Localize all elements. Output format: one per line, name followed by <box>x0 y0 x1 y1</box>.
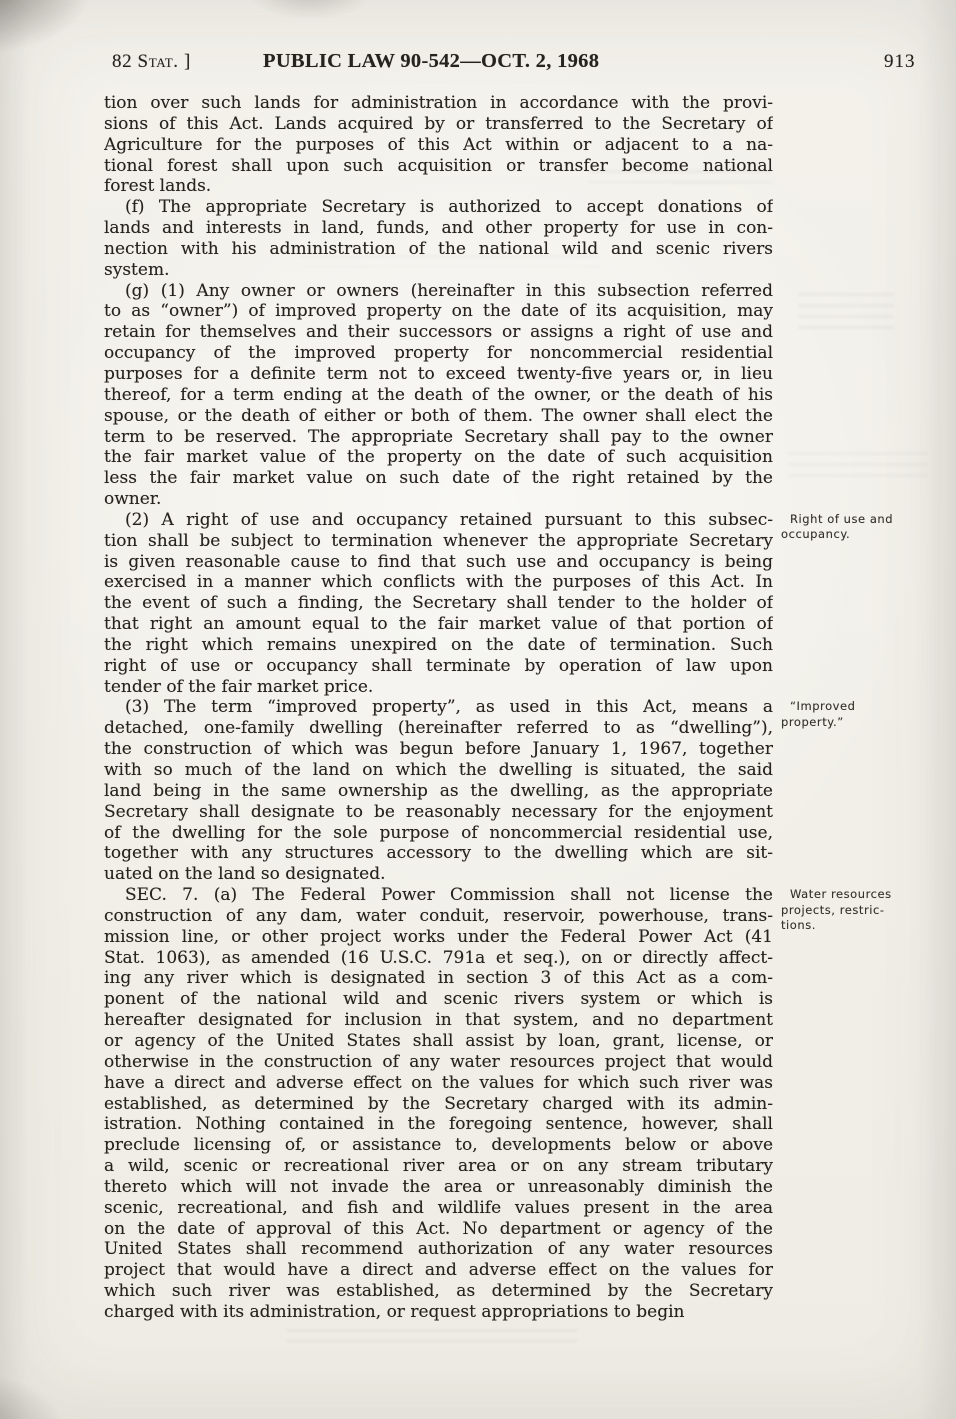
text-line: tional forest shall upon such acquisition or transfer become national <box>104 155 773 176</box>
text-line: have a direct and adverse effect on the values for which such river was <box>104 1072 773 1093</box>
text-line: a wild, scenic or recreational river area or on any stream tributary <box>104 1156 773 1177</box>
text-line: (2) A right of use and occupancy retained pursuant to this subsec- <box>125 509 773 530</box>
text-line: the event of such a finding, the Secretary shall tender to the holder of <box>104 593 773 614</box>
bleed-through-artifact <box>798 293 894 331</box>
text-line: thereof, for a term ending at the death of the owner, or the death of his <box>104 384 773 405</box>
text-line: spouse, or the death of either or both of them. The owner shall elect the <box>104 405 773 426</box>
text-line: land being in the same ownership as the dwelling, as the appropriate <box>104 780 773 801</box>
text-line: the construction of which was begun before January 1, 1967, together <box>104 739 773 760</box>
margin-note-line: “Improved <box>790 699 856 714</box>
page-header <box>0 51 956 79</box>
text-line: istration. Nothing contained in the foregoing sentence, however, shall <box>104 1114 773 1135</box>
text-line: forest lands. <box>104 176 212 197</box>
text-line: that right an amount equal to the fair market value of that portion of <box>104 614 773 635</box>
text-line: nection with his administration of the national wild and scenic rivers <box>104 238 773 259</box>
text-line: scenic, recreational, and fish and wildlife values present in the area <box>104 1197 773 1218</box>
text-line: tion shall be subject to termination whenever the appropriate Secretary <box>104 530 773 551</box>
text-line: or agency of the United States shall assist by loan, grant, license, or <box>104 1030 773 1051</box>
text-line: retain for themselves and their successors or assigns a right of use and <box>104 322 773 343</box>
text-line: (g) (1) Any owner or owners (hereinafter in this subsection referred <box>125 280 773 301</box>
text-line: (3) The term “improved property”, as used in this Act, means a <box>125 697 773 718</box>
margin-note-line: Water resources <box>790 887 892 902</box>
text-line: Agriculture for the purposes of this Act within or adjacent to a na- <box>104 134 773 155</box>
text-line: thereto which will not invade the area or unreasonably diminish the <box>104 1176 773 1197</box>
text-line: Stat. 1063), as amended (16 U.S.C. 791a et seq.), on or directly affect- <box>104 947 773 968</box>
text-line: with so much of the land on which the dwelling is situated, the said <box>104 760 773 780</box>
text-line: right of use or occupancy shall terminate by operation of law upon <box>104 655 773 676</box>
text-line: the fair market value of the property on the date of such acquisition <box>104 447 773 468</box>
bleed-through-artifact <box>286 1329 578 1342</box>
text-line: is given reasonable cause to find that such use and occupancy is being <box>104 551 773 572</box>
text-line: which such river was established, as determined by the Secretary <box>104 1281 773 1302</box>
text-line: ing any river which is designated in section 3 of this Act as a com- <box>104 968 773 989</box>
text-line: uated on the land so designated. <box>104 864 386 885</box>
text-line: construction of any dam, water conduit, reservoir, powerhouse, trans- <box>104 905 773 926</box>
page-number: 913 <box>884 51 916 72</box>
text-line: occupancy of the improved property for noncommercial residential <box>104 343 773 364</box>
paragraph <box>104 197 773 280</box>
text-line: charged with its administration, or request appropriations to begin <box>104 1301 685 1322</box>
bleed-through-artifact <box>788 452 928 482</box>
paragraph <box>104 885 892 1323</box>
text-line: lands and interests in land, funds, and other property for use in con- <box>104 218 773 239</box>
stat-volume-label: 82 Stat. ] <box>112 51 191 72</box>
text-line: tion over such lands for administration in accordance with the provi- <box>104 93 773 113</box>
text-line: tender of the fair market price. <box>104 676 374 697</box>
text-line: the right which remains unexpired on the date of termination. Such <box>104 634 773 655</box>
text-line: system. <box>104 259 170 280</box>
statute-body <box>104 93 894 1323</box>
text-line: (f) The appropriate Secretary is authorized to accept donations of <box>125 197 773 218</box>
text-line: less the fair market value on such date of the right retained by the <box>104 468 773 489</box>
text-line: detached, one-family dwelling (hereinafter referred to as “dwelling”), <box>104 718 773 739</box>
text-line: term to be reserved. The appropriate Secretary shall pay to the owner <box>104 426 773 447</box>
margin-note-line: projects, restric- <box>781 902 885 917</box>
paragraph <box>104 509 894 698</box>
bleed-through-artifact <box>588 170 770 183</box>
text-line: together with any structures accessory to the dwelling which are sit- <box>104 843 773 864</box>
margin-note-line: tions. <box>781 918 816 933</box>
margin-note-line: property.” <box>781 714 844 729</box>
paragraph <box>104 697 856 885</box>
paragraph <box>104 281 773 510</box>
text-line: exercised in a manner which conflicts with the purposes of this Act. In <box>104 572 773 593</box>
text-line: SEC. 7. (a) The Federal Power Commission shall not license the <box>125 885 773 906</box>
margin-note <box>781 512 951 543</box>
text-line: on the date of approval of this Act. No department or agency of the <box>104 1218 773 1239</box>
text-line: owner. <box>104 489 162 510</box>
bleed-through-artifact <box>300 255 600 267</box>
text-line: Secretary shall designate to be reasonably necessary for the enjoyment <box>104 801 773 822</box>
margin-note-line: Right of use and <box>790 511 894 526</box>
text-line: hereafter designated for inclusion in that system, and no department <box>104 1010 773 1031</box>
text-line: sions of this Act. Lands acquired by or transferred to the Secretary of <box>104 113 773 134</box>
margin-note-line: occupancy. <box>781 527 851 542</box>
public-law-title: PUBLIC LAW 90-542—OCT. 2, 1968 <box>263 50 600 72</box>
text-line: ponent of the national wild and scenic rivers system or which is <box>104 989 773 1010</box>
text-line: of the dwelling for the sole purpose of noncommercial residential use, <box>104 822 773 843</box>
text-line: established, as determined by the Secretary charged with its admin- <box>104 1093 773 1114</box>
text-line: otherwise in the construction of any water resources project that would <box>104 1051 773 1072</box>
margin-note <box>781 887 951 934</box>
text-line: mission line, or other project works under the Federal Power Act (41 <box>104 926 773 947</box>
text-line: purposes for a definite term not to exceed twenty-five years or, in lieu <box>104 363 773 384</box>
text-line: preclude licensing of, or assistance to, developments below or above <box>104 1135 773 1156</box>
text-line: United States shall recommend authorization of any water resources <box>104 1239 773 1260</box>
text-line: project that would have a direct and adverse effect on the values for <box>104 1260 773 1281</box>
text-line: to as “owner”) of improved property on the date of its acquisition, may <box>104 301 773 322</box>
margin-note <box>781 699 951 730</box>
